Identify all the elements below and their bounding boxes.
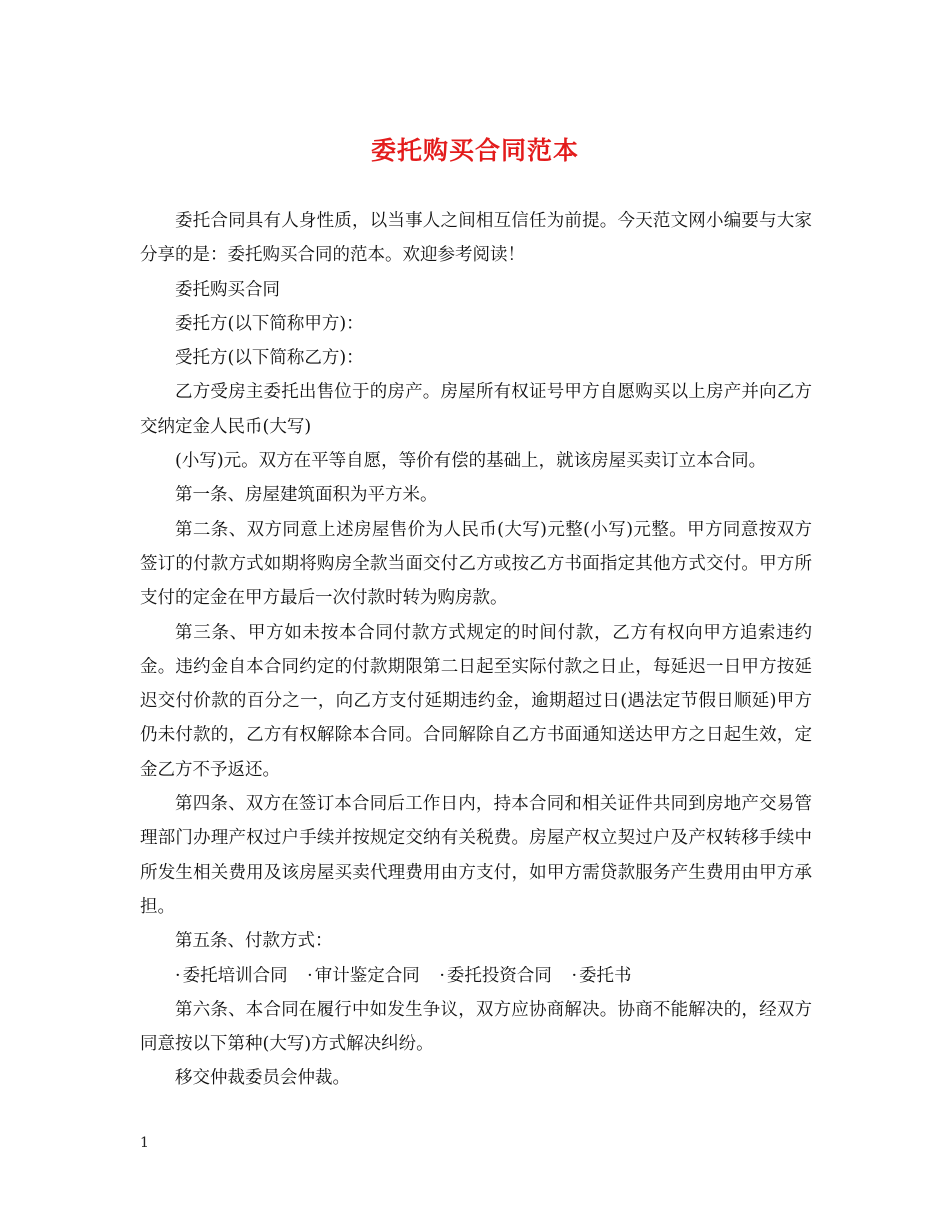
- related-link-power-of-attorney[interactable]: · 委托书: [571, 966, 631, 986]
- document-body: [140, 204, 812, 1096]
- paragraph-deposit: 乙方受房主委托出售位于的房产。房屋所有权证号甲方自愿购买以上房产并向乙方交纳定金人民币(大写): [140, 382, 812, 437]
- paragraph-article-2: 第二条、双方同意上述房屋售价为人民币(大写)元整(小写)元整。甲方同意按双方签订的付款方式如期将购房全款当面交付乙方或按乙方书面指定其他方式交付。甲方所支付的定金在甲方最后一次付款时转为购房款。: [140, 519, 812, 609]
- related-link-investment-contract[interactable]: · 委托投资合同: [439, 966, 552, 986]
- paragraph-arbitration: 移交仲裁委员会仲裁。: [175, 1068, 350, 1089]
- paragraph-article-6: 第六条、本合同在履行中如发生争议，双方应协商解决。协商不能解决的，经双方同意按以下第种(大写)方式解决纠纷。: [140, 999, 812, 1055]
- paragraph-contract-name: 委托购买合同: [175, 279, 280, 300]
- related-link-audit-contract[interactable]: · 审计鉴定合同: [307, 966, 420, 986]
- paragraph-article-4: 第四条、双方在签订本合同后工作日内，持本合同和相关证件共同到房地产交易管理部门办理产权过户手续并按规定交纳有关税费。房屋产权立契过户及产权转移手续中所发生相关费用及该房屋买卖代理费用由方支付，如甲方需贷款服务产生费用由甲方承担。: [140, 794, 812, 917]
- paragraph-article-5: 第五条、付款方式：: [175, 931, 333, 952]
- related-link-training-contract[interactable]: · 委托培训合同: [175, 966, 288, 986]
- paragraph-intro: 委托合同具有人身性质，以当事人之间相互信任为前提。今天范文网小编要与大家分享的是：委托购买合同的范本。欢迎参考阅读！: [140, 211, 812, 266]
- paragraph-agreement: (小写)元。双方在平等自愿，等价有偿的基础上，就该房屋买卖订立本合同。: [175, 451, 767, 472]
- related-links: [140, 959, 812, 993]
- page-number: 1: [140, 1135, 149, 1151]
- paragraph-article-1: 第一条、房屋建筑面积为平方米。: [175, 485, 438, 506]
- paragraph-party-b: 受托方(以下简称乙方)：: [175, 348, 364, 369]
- paragraph-party-a: 委托方(以下简称甲方)：: [175, 313, 364, 334]
- document-title: 委托购买合同范本: [370, 136, 579, 165]
- paragraph-article-3: 第三条、甲方如未按本合同付款方式规定的时间付款，乙方有权向甲方追索违约金。违约金自本合同约定的付款期限第二日起至实际付款之日止，每延迟一日甲方按延迟交付价款的百分之一，向乙方支付延期违约金，逾期超过日(遇法定节假日顺延)甲方仍未付款的，乙方有权解除本合同。合同解除自乙方书面通知送达甲方之日起生效，定金乙方不予返还。: [140, 622, 812, 780]
